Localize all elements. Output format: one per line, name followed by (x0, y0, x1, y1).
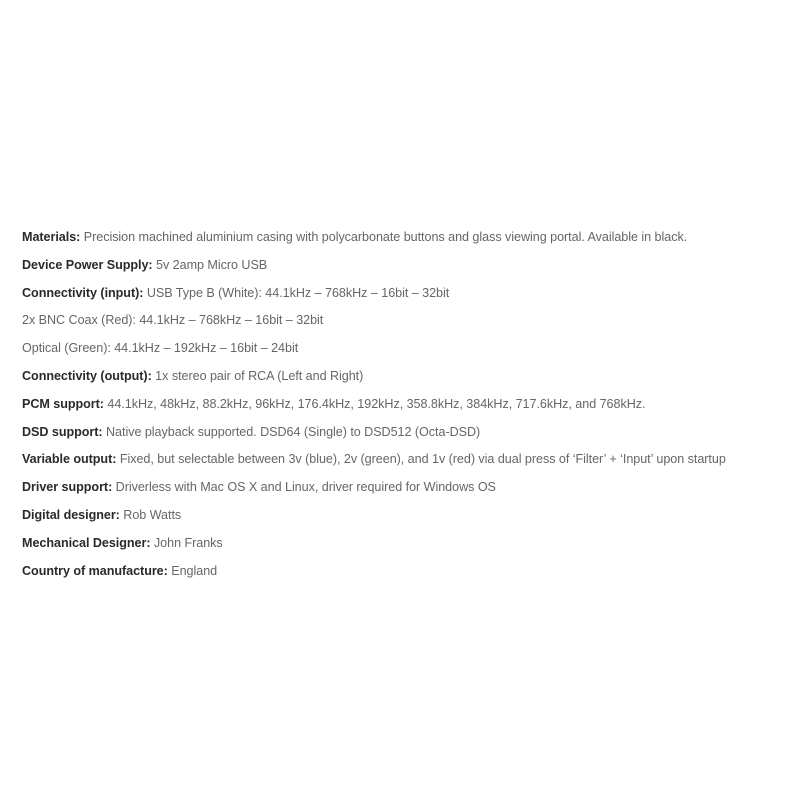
spec-label: Connectivity (output): (22, 368, 152, 383)
spec-list (22, 224, 780, 585)
spec-value: 2x BNC Coax (Red): 44.1kHz – 768kHz – 16bit – 32bit (22, 313, 324, 328)
spec-label: Digital designer: (22, 507, 120, 522)
spec-value: England (167, 563, 218, 578)
spec-value: Optical (Green): 44.1kHz – 192kHz – 16bit – 24bit (22, 341, 299, 356)
spec-value: USB Type B (White): 44.1kHz – 768kHz – 16bit – 32bit (143, 285, 450, 300)
spec-label: Driver support: (22, 480, 113, 495)
spec-value: John Franks (150, 535, 223, 550)
spec-value: Precision machined aluminium casing with polycarbonate buttons and glass viewing portal. Available in black. (80, 230, 688, 244)
spec-materials (22, 224, 780, 252)
spec-label: Country of manufacture: (22, 563, 168, 578)
spec-label: PCM support: (22, 396, 104, 411)
spec-label: Mechanical Designer: (22, 535, 151, 550)
spec-value: 1x stereo pair of RCA (Left and Right) (151, 368, 364, 383)
spec-connectivity-output (22, 363, 780, 391)
spec-driver-support (22, 474, 780, 502)
spec-value: Driverless with Mac OS X and Linux, driver required for Windows OS (112, 480, 496, 495)
spec-value: Rob Watts (119, 507, 182, 522)
spec-pcm-support (22, 391, 780, 419)
spec-value: Native playback supported. DSD64 (Single) to DSD512 (Octa-DSD) (102, 424, 481, 439)
spec-label: DSD support: (22, 424, 103, 439)
spec-connectivity-input-coax (22, 307, 780, 335)
spec-label: Variable output: (22, 452, 117, 467)
spec-value: 5v 2amp Micro USB (152, 257, 268, 272)
spec-label: Connectivity (input): (22, 285, 144, 300)
spec-dsd-support (22, 419, 780, 447)
spec-connectivity-input-optical (22, 335, 780, 363)
spec-connectivity-input (22, 280, 780, 308)
spec-label: Materials: (22, 230, 81, 244)
spec-country-of-manufacture (22, 558, 780, 586)
spec-value: 44.1kHz, 48kHz, 88.2kHz, 96kHz, 176.4kHz, 192kHz, 358.8kHz, 384kHz, 717.6kHz, and 768kHz. (103, 396, 646, 411)
spec-mechanical-designer (22, 530, 780, 558)
spec-digital-designer (22, 502, 780, 530)
spec-value: Fixed, but selectable between 3v (blue), 2v (green), and 1v (red) via dual press of ‘Filter’ + ‘Input’ upon startup (116, 452, 726, 467)
spec-power-supply (22, 252, 780, 280)
spec-label: Device Power Supply: (22, 257, 153, 272)
spec-variable-output (22, 446, 780, 474)
